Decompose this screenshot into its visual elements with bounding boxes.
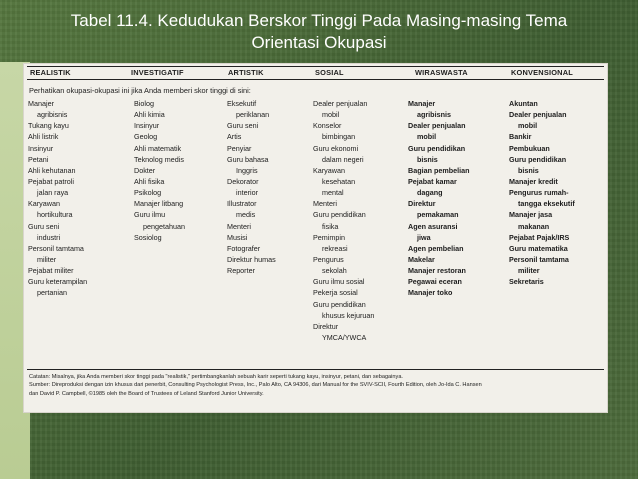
table-bottom-rule [27,369,604,370]
table-cell: Guru pendidikan [313,210,366,220]
table-cell: Manajer [408,99,436,108]
table-cell: mobil [417,132,437,142]
column-realistik [28,98,87,299]
table-cell: bisnis [417,154,438,164]
table-cell: Illustrator [227,199,257,209]
table-cell: Direktur [408,199,436,209]
table-cell: Agen asuransi [408,221,458,231]
table-cell: Dekorator [227,176,259,186]
table-cell: Pejabat militer [28,266,74,276]
table-cell: Insinyur [134,121,160,131]
table-cell: Direktur humas [227,254,276,264]
table-cell: Pejabat kamar [408,176,457,186]
table-cell: industri [37,232,61,242]
table-cell: Sekretaris [509,277,544,287]
scanned-table [24,64,607,412]
table-cell: Manajer toko [408,288,453,298]
table-cell: fisika [322,221,339,231]
table-cell: Guru bahasa [227,154,269,164]
table-cell: dagang [417,188,443,198]
slide-title [0,10,638,54]
table-cell: Manajer kredit [509,176,558,186]
column-sosial [313,98,374,343]
table-cell: Menteri [313,199,337,209]
table-cell: agribisnis [37,110,68,120]
table-cell: Pejabat Pajak/IRS [509,232,570,242]
table-cell: Personil tamtama [28,243,84,253]
table-cell: Tukang kayu [28,121,69,131]
table-cell: mental [322,188,344,198]
table-cell: Pembukuan [509,143,550,153]
table-cell: makanan [518,221,550,231]
table-cell: Musisi [227,232,248,242]
table-cell: hortikultura [37,210,73,220]
table-cell: rekreasi [322,243,348,253]
table-cell: Guru ilmu sosial [313,277,365,287]
table-cell: Bagian pembelian [408,165,470,175]
table-cell: dalam negeri [322,154,364,164]
table-cell: Sosiolog [134,232,162,242]
table-cell: Karyawan [28,199,60,209]
table-cell: Bankir [509,132,532,142]
table-cell: Pegawai eceran [408,277,462,287]
table-cell: Petani [28,154,49,164]
table-cell: Manajer jasa [509,210,553,220]
table-cell: pemakaman [417,210,459,220]
table-cell: YMCA/YWCA [322,332,367,342]
table-cell: Eksekutif [227,99,257,108]
table-cell: Ahli fisika [134,176,165,186]
table-cell: Guru ilmu [134,210,166,220]
table-cell: Guru pendidikan [313,299,366,309]
column-investigatif [134,98,185,243]
table-cell: Menteri [227,221,251,231]
table-cell: Pejabat patroli [28,176,74,186]
table-cell: Ahli listrik [28,132,59,142]
table-cell: pertanian [37,288,67,298]
table-cell: Biolog [134,99,154,108]
table-cell: bisnis [518,165,539,175]
table-cell: Insinyur [28,143,54,153]
table-cell: mobil [518,121,538,131]
header-realistik: REALISTIK [30,68,71,77]
column-wiraswasta [408,98,470,299]
table-cell: Pekerja sosial [313,288,358,298]
table-intro: Perhatikan okupasi-okupasi ini jika Anda memberi skor tinggi di sini: [29,86,251,95]
table-cell: Konselor [313,121,342,131]
table-cell: sekolah [322,266,347,276]
table-cell: Penyiar [227,143,252,153]
source-line-2: dan David P. Campbell, ©1985 oleh the Board of Trustees of Leland Stanford Junior University. [29,390,264,397]
table-cell: Dokter [134,165,156,175]
slide-title-line-2: Orientasi Okupasi [251,33,387,52]
header-konvensional: KONVENSIONAL [511,68,573,77]
table-cell: Manajer [28,99,54,108]
table-cell: Akuntan [509,99,538,108]
table-cell: Ahli kimia [134,110,165,120]
table-header-row [27,66,604,80]
column-artistik [227,98,276,276]
table-cell: Dealer penjualan [313,99,368,108]
table-cell: medis [236,210,256,220]
column-konvensional [509,98,575,287]
header-artistik: ARTISTIK [228,68,264,77]
table-cell: Reporter [227,266,255,276]
table-cell: periklanan [236,110,270,120]
header-wiraswasta: WIRASWASTA [415,68,468,77]
table-cell: Guru ekonomi [313,143,359,153]
table-cell: Dealer penjualan [509,110,567,120]
table-cell: jalan raya [37,188,69,198]
table-cell: Guru seni [227,121,259,131]
table-cell: Manajer restoran [408,266,466,276]
table-cell: Artis [227,132,242,142]
table-cell: mobil [322,110,340,120]
table-cell: jiwa [417,232,431,242]
table-cell: militer [37,254,57,264]
table-cell: Pengurus rumah- [509,188,569,198]
table-cell: agribisnis [417,110,451,120]
table-cell: Pengurus [313,254,344,264]
table-cell: Dealer penjualan [408,121,466,131]
table-cell: Fotografer [227,243,261,253]
table-cell: interior [236,188,258,198]
table-cell: Inggris [236,165,258,175]
table-cell: Guru pendidikan [408,143,466,153]
table-cell: Direktur [313,321,339,331]
table-cell: militer [518,266,540,276]
slide-title-line-1: Tabel 11.4. Kedudukan Berskor Tinggi Pada Masing-masing Tema [70,11,568,30]
table-cell: Pemimpin [313,232,345,242]
table-cell: tangga eksekutif [518,199,575,209]
note-line: Catatan: Misalnya, jika Anda memberi skor tinggi pada "realistik," pertimbangkanlah sebuah karir seperti tukang kayu, insinyur, petani, dan sebagainya. [29,374,403,380]
source-line-1: Sumber: Direproduksi dengan izin khusus dari penerbit, Consulting Psychologist Press, Inc., Palo Alto, CA 94306, dari Manual for the SVIV-SCII, Fourth Edition, oleh Jo-Ida C. Hansen [29,382,482,389]
table-cell: Manajer litbang [134,199,184,209]
table-cell: Guru matematika [509,243,568,253]
table-cell: Ahli kehutanan [28,165,76,175]
table-cell: Personil tamtama [509,254,569,264]
table-cell: Guru pendidikan [509,154,567,164]
table-cell: Psikolog [134,188,162,198]
table-cell: bimbingan [322,132,356,142]
table-cell: Teknolog medis [134,154,184,164]
table-cell: Geolog [134,132,158,142]
header-investigatif: INVESTIGATIF [131,68,184,77]
table-cell: Ahli matematik [134,143,182,153]
table-cell: Agen pembelian [408,243,464,253]
table-cell: Karyawan [313,165,345,175]
table-cell: kesehatan [322,176,356,186]
table-cell: pengetahuan [143,221,185,231]
table-cell: Guru keterampilan [28,277,88,287]
table-cell: Guru seni [28,221,60,231]
table-cell: khusus kejuruan [322,310,375,320]
header-sosial: SOSIAL [315,68,344,77]
table-notes [29,373,604,398]
table-cell: Makelar [408,254,435,264]
